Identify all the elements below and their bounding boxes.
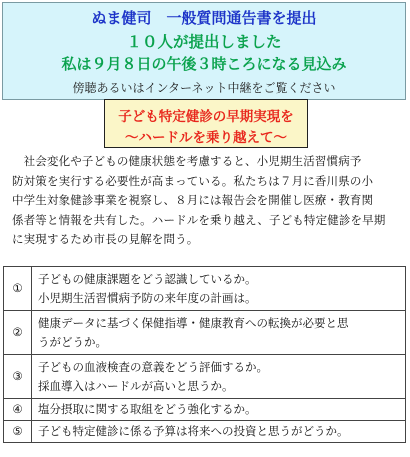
question-line: 塩分摂取に関する取組をどう強化するか。	[38, 402, 257, 416]
question-title-box	[104, 99, 308, 148]
intro-line: 防対策を実行する必要性が高まっている。私たちは７月に香川県の小	[12, 173, 374, 188]
header-count-line: １０人が提出しました	[126, 33, 282, 51]
question-table	[3, 266, 406, 443]
header-schedule-line: 私は９月８日の午後３時ころになる見込み	[61, 55, 347, 73]
header-banner	[2, 2, 406, 100]
table-row	[4, 311, 406, 355]
intro-paragraph	[12, 152, 404, 250]
table-row	[4, 421, 406, 443]
question-line: 小児期生活習慣病予防の来年度の計画は。	[38, 290, 257, 305]
question-number: ④	[4, 399, 32, 421]
question-text	[32, 311, 406, 355]
question-title: 子ども特定健診の早期実現を	[118, 109, 294, 125]
table-row	[4, 355, 406, 399]
question-text	[32, 355, 406, 399]
question-line: 子どもの血液検査の意義をどう評価するか。	[38, 359, 268, 374]
question-text	[32, 267, 406, 311]
header-title: ぬま健司 一般質問通告書を提出	[91, 9, 317, 27]
intro-line: 中学生対象健診事業を視察し、８月には報告会を開催し医療・教育関	[12, 193, 374, 207]
question-subtitle: ～ハードルを乗り越えて～	[125, 130, 287, 146]
intro-line: 社会変化や子どもの健康状態を考慮すると、小児期生活習慣病予	[12, 154, 362, 168]
question-line: 子どもの健康課題をどう認識しているか。	[38, 271, 257, 286]
table-row	[4, 267, 406, 311]
table-row	[4, 399, 406, 421]
intro-line: に実現するため市長の見解を問う。	[12, 232, 199, 246]
question-line: 子ども特定健診に係る予算は将来への投資と思うがどうか。	[38, 424, 349, 438]
header-notice-line: 傍聴あるいはインターネット中継をご覧ください	[72, 81, 336, 95]
question-line: 採血導入はハードルが高いと思うか。	[38, 378, 234, 393]
question-number: ⑤	[4, 421, 32, 443]
question-number: ③	[4, 355, 32, 399]
question-number: ②	[4, 311, 32, 355]
question-line: うがどうか。	[38, 334, 107, 349]
question-number: ①	[4, 267, 32, 311]
question-text	[32, 421, 406, 443]
question-line: 健康データに基づく保健指導・健康教育への転換が必要と思	[38, 315, 349, 330]
question-text	[32, 399, 406, 421]
intro-line: 係者等と情報を共有した。ハードルを乗り越え、子ども特定健診を早期	[12, 212, 386, 227]
